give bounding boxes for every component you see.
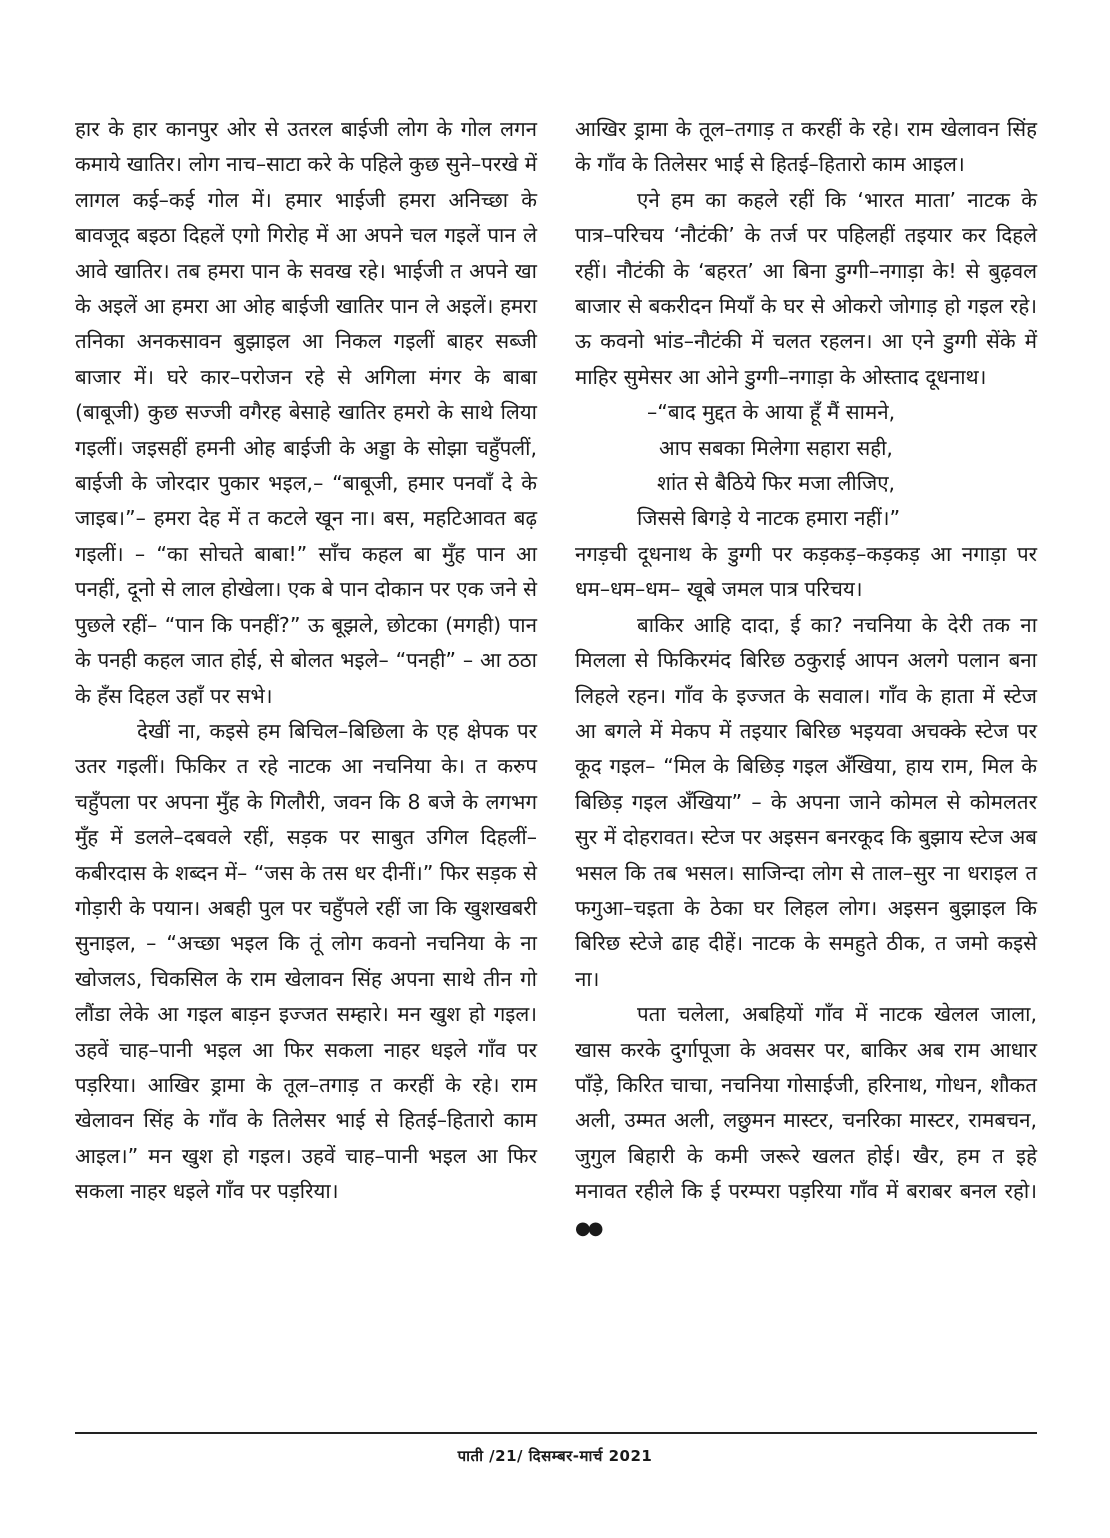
verse-block <box>575 395 1037 537</box>
verse-line-3: शांत से बैठिये फिर मजा लीजिए, <box>657 471 896 496</box>
verse-line-2: आप सबका मिलेगा सहारा सही, <box>659 435 893 460</box>
left-paragraph-1: हार के हार कानपुर ओर से उतरल बाईजी लोग के गोल लगन कमाये खातिर। लोग नाच–साटा करे के पहिले कुछ सुने–परखे में लागल कई–कई गोल में। हमार भाईजी हमरा अनिच्छा के बावजूद बइठा दिहलें एगो गिरोह में आ अपने चल गइलें पान ले आवे खातिर। तब हमरा पान के सवख रहे। भाईजी त अपने खा के अइलें आ हमरा आ ओह बाईजी खातिर पान ले अइलें। हमरा तनिका अनकसावन बुझाइल आ निकल गइलीं बाहर सब्जी बाजार में। घरे कार–परोजन रहे से अगिला मंगर के बाबा (बाबूजी) कुछ सज्जी वगैरह बेसाहे खातिर हमरो के साथे लिया गइलीं। जइसहीं हमनी ओह बाईजी के अड्डा के सोझा चहुँपलीं, बाईजी के जोरदार पुकार भइल,– “बाबूजी, हमार पनवाँ दे के जाइब।”– हमरा देह में त कटले खून ना। बस, महटिआवत बढ़ गइलीं। – “का सोचते बाबा!” साँच कहल बा मुँह पान आ पनहीं, दूनो से लाल होखेला। एक बे पान दोकान पर एक जने से पुछले रहीं– “पान कि पनहीं?” ऊ बूझले, छोटका (मगही) पान के पनही कहल जात होई, से बोलत भइले– “पनही” – आ ठठा के हँस दिहल उहाँ पर सभे। <box>75 117 537 708</box>
right-paragraph-5-text: पता चलेला, अबहियों गाँव में नाटक खेलल जाला, खास करके दुर्गापूजा के अवसर पर, बाकिर अब राम आधार पाँड़े, किरित चाचा, नचनिया गोसाईजी, हरिनाथ, गोधन, शौकत अली, उम्मत अली, लछुमन मास्टर, चनरिका मास्टर, रामबचन, जुगुल बिहारी के कमी जरूरे खलत होई। खैर, हम त इहे मनावत रहीले कि ई परम्परा पड़रिया गाँव में बराबर बनल रहो। <box>575 1002 1037 1204</box>
end-mark-icon: ●● <box>575 1217 601 1239</box>
page-footer: पाती /21/ दिसम्बर-मार्च 2021 <box>457 1447 653 1465</box>
left-paragraph-2: देखीं ना, कइसे हम बिचिल–बिछिला के एह क्षेपक पर उतर गइलीं। फिकिर त रहे नाटक आ नचनिया के। त करुप चहुँपला पर अपना मुँह के गिलौरी, जवन कि 8 बजे के लगभग मुँह में डलले–दबवले रहीं, सड़क पर साबुत उगिल दिहलीं– कबीरदास के शब्दन में– “जस के तस धर दीनीं।” फिर सड़क से गोड़ारी के पयान। अबही पुल पर चहुँपले रहीं जा कि खुशखबरी सुनाइल, – “अच्छा भइल कि तूं लोग कवनो नचनिया के ना खोजलऽ, चिकसिल के राम खेलावन सिंह अपना साथे तीन गो लौंडा लेके आ गइल बाड़न इज्जत सम्हारे। मन खुश हो गइल। उहवें चाह–पानी भइल आ फिर सकला नाहर धइले गाँव पर पड़रिया। आखिर ड्रामा के तूल–तगाड़ त करहीं के रहे। राम खेलावन सिंह के गाँव के तिलेसर भाई से हितई–हितारो काम आइल।” मन खुश हो गइल। उहवें चाह–पानी भइल आ फिर सकला नाहर धइले गाँव पर पड़रिया। <box>75 718 537 1204</box>
right-paragraph-2: एने हम का कहले रहीं कि ‘भारत माता’ नाटक के पात्र–परिचय ‘नौटंकी’ के तर्ज पर पहिलहीं तइयार कर दिहले रहीं। नौटंकी के ‘बहरत’ आ बिना डुग्गी–नगाड़ा के! से बुढ़वल बाजार से बकरीदन मियाँ के घर से ओकरो जोगाड़ हो गइल रहे। ऊ कवनो भांड–नौटंकी में चलत रहलन। आ एने डुग्गी सेंके में माहिर सुमेसर आ ओने डुग्गी–नगाड़ा के ओस्ताद दूधनाथ। <box>575 187 1037 389</box>
right-paragraph-1: आखिर ड्रामा के तूल–तगाड़ त करहीं के रहे। राम खेलावन सिंह के गाँव के तिलेसर भाई से हितई–हितारो काम आइल। <box>575 117 1037 177</box>
verse-line-1: –“बाद मुद्दत के आया हूँ मैं सामने, <box>647 400 896 425</box>
right-column <box>575 112 1037 1246</box>
footer-divider <box>75 1432 1037 1434</box>
right-paragraph-3: नगड़ची दूधनाथ के डुग्गी पर कड़कड़–कड़कड़ आ नगाड़ा पर धम–धम–धम– खूबे जमल पात्र परिचय। <box>575 541 1037 602</box>
left-column <box>75 112 537 1210</box>
right-paragraph-4: बाकिर आहि दादा, ई का? नचनिया के देरी तक ना मिलला से फिकिरमंद बिरिछ ठकुराई आपन अलगे पलान बना लिहले रहन। गाँव के इज्जत के सवाल। गाँव के हाता में स्टेज आ बगले में मेकप में तइयार बिरिछ भइयवा अचक्के स्टेज पर कूद गइल– “मिल के बिछिड़ गइल अँखिया, हाय राम, मिल के बिछिड़ गइल अँखिया” – के अपना जाने कोमल से कोमलतर सुर में दोहरावत। स्टेज पर अइसन बनरकूद कि बुझाय स्टेज अब भसल कि तब भसल। साजिन्दा लोग से ताल–सुर ना धराइल त फगुआ–चइता के ठेका घर लिहल लोग। अइसन बुझाइल कि बिरिछ स्टेजे ढाह दीहें। नाटक के समहुते ठीक, त जमो कइसे ना। <box>575 612 1037 991</box>
verse-line-4: जिससे बिगड़े ये नाटक हमारा नहीं।” <box>637 506 901 531</box>
right-paragraph-5 <box>575 997 1037 1246</box>
